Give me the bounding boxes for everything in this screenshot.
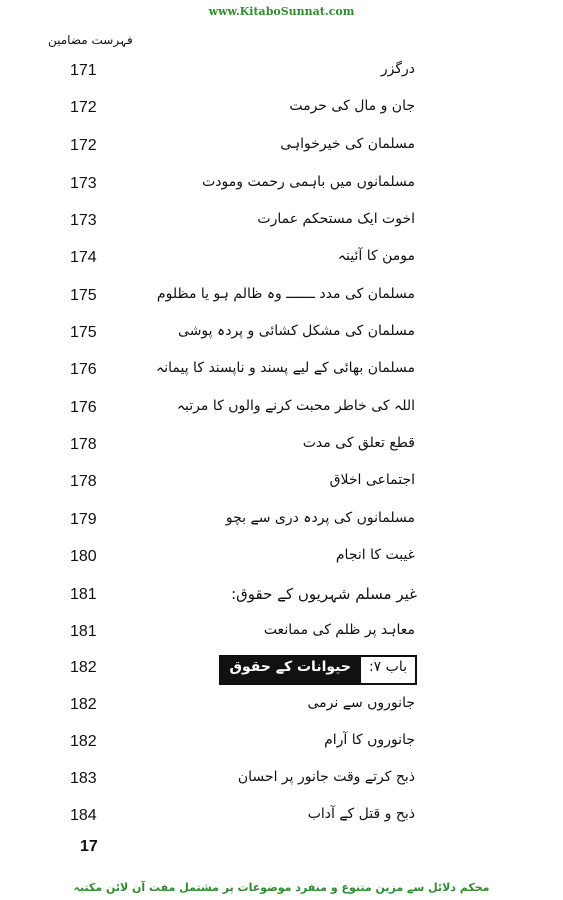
- toc-row: [0, 133, 563, 165]
- toc-page-number: 174: [70, 249, 97, 266]
- toc-page-number: 171: [70, 62, 97, 79]
- toc-row: [0, 95, 563, 127]
- toc-page-number: 181: [70, 623, 97, 640]
- toc-row: [0, 283, 563, 315]
- toc-row: [0, 171, 563, 203]
- toc-entry-title: مسلمان کی مشکل کشائی و پردہ پوشی: [178, 323, 415, 339]
- toc-page-number: 173: [70, 212, 97, 229]
- page-heading: فہرست مضامین: [48, 33, 133, 47]
- toc-page-number: 182: [70, 733, 97, 750]
- toc-entry-title: درگزر: [380, 61, 415, 77]
- toc-section-title: غیر مسلم شہریوں کے حقوق:: [231, 585, 417, 603]
- toc-page-number: 182: [70, 659, 97, 676]
- toc-row: [0, 803, 563, 835]
- toc-page-number: 184: [70, 807, 97, 824]
- toc-entry-title: ذبح و قتل کے آداب: [307, 806, 415, 822]
- toc-row: [0, 395, 563, 427]
- toc-page-number: 179: [70, 511, 97, 528]
- toc-row: [0, 655, 563, 687]
- toc-entry-title: مسلمانوں میں باہمی رحمت ومودت: [202, 174, 415, 190]
- toc-entry-title: مسلمان کی مدد ـــــــ وہ ظالم ہو یا مظلوم: [156, 286, 415, 302]
- toc-entry-title: جان و مال کی حرمت: [289, 98, 415, 114]
- toc-entry-title: مومن کا آئینہ: [337, 248, 415, 264]
- toc-entry-title: اخوت ایک مستحکم عمارت: [257, 211, 415, 227]
- toc-row: [0, 766, 563, 798]
- chapter-title: حیوانات کے حقوق: [221, 657, 359, 683]
- chapter-heading-box: [219, 655, 417, 685]
- footer-text: محکم دلائل سے مزین متنوع و منفرد موضوعات پر مشتمل مفت آن لائن مکتبہ: [73, 881, 490, 894]
- toc-page-number: 176: [70, 361, 97, 378]
- toc-row: [0, 469, 563, 501]
- toc-entry-title: جانوروں سے نرمی: [307, 695, 415, 711]
- toc-entry-title: مسلمان بھائی کے لیے پسند و ناپسند کا پیمانہ: [156, 360, 415, 376]
- toc-page-number: 172: [70, 137, 97, 154]
- toc-page-number: 183: [70, 770, 97, 787]
- toc-row: [0, 692, 563, 724]
- page-number: 17: [80, 838, 98, 855]
- chapter-label: باب ۷:: [359, 657, 415, 683]
- toc-entry-title: جانوروں کا آرام: [324, 732, 415, 748]
- toc-entry-title: قطع تعلق کی مدت: [302, 435, 415, 451]
- toc-entry-title: اللہ کی خاطر محبت کرنے والوں کا مرتبہ: [176, 398, 415, 414]
- toc-entry-title: ذبح کرتے وقت جانور پر احسان: [237, 769, 415, 785]
- toc-row: [0, 357, 563, 389]
- toc-row: [0, 582, 563, 614]
- toc-page-number: 178: [70, 473, 97, 490]
- toc-row: [0, 432, 563, 464]
- toc-entry-title: مسلمانوں کی پردہ دری سے بچو: [225, 510, 415, 526]
- toc-entry-title: معاہد پر ظلم کی ممانعت: [263, 622, 415, 638]
- toc-page-number: 181: [70, 586, 97, 603]
- toc-page-number: 178: [70, 436, 97, 453]
- toc-row: [0, 729, 563, 761]
- toc-entry-title: اجتماعی اخلاق: [329, 472, 415, 488]
- toc-page-number: 182: [70, 696, 97, 713]
- toc-page-number: 175: [70, 324, 97, 341]
- toc-row: [0, 619, 563, 651]
- toc-page-number: 180: [70, 548, 97, 565]
- toc-row: [0, 320, 563, 352]
- toc-entry-title: غیبت کا انجام: [335, 547, 415, 563]
- toc-page-number: 175: [70, 287, 97, 304]
- toc-row: [0, 58, 563, 90]
- toc-page-number: 173: [70, 175, 97, 192]
- toc-row: [0, 245, 563, 277]
- toc-row: [0, 208, 563, 240]
- toc-row: [0, 507, 563, 539]
- toc-page-number: 176: [70, 399, 97, 416]
- toc-row: [0, 544, 563, 576]
- toc-page-number: 172: [70, 99, 97, 116]
- toc-entry-title: مسلمان کی خیرخواہی: [280, 136, 415, 152]
- website-url: www.KitaboSunnat.com: [208, 5, 355, 18]
